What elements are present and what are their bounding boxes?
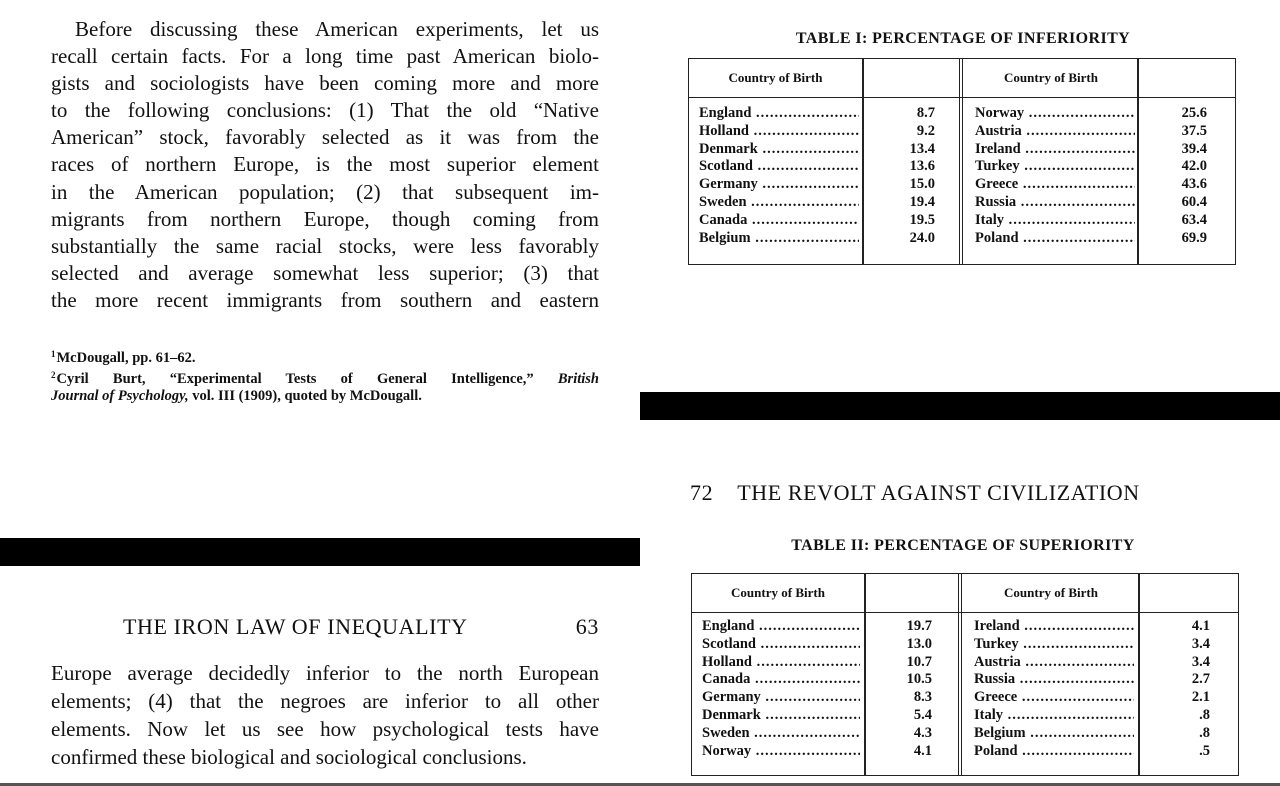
column-header: Country of Birth: [728, 70, 823, 85]
text-line: confirmed these biological and sociological conclusions.: [51, 745, 527, 769]
country-name: Turkey .....: [974, 636, 1134, 654]
footnote-text: McDougall, pp. 61–62.: [56, 350, 196, 366]
value-cell: 25.6: [1181, 105, 1207, 121]
value-column-left: [878, 618, 932, 760]
table-row: [699, 212, 859, 230]
table-row: [974, 618, 1134, 636]
table-row: [974, 743, 1134, 761]
value-cell: 19.4: [909, 193, 935, 210]
column-rule: [862, 59, 864, 264]
table-row: [702, 636, 860, 654]
running-head-left: [123, 612, 599, 642]
country-name: Holland .....: [702, 654, 860, 672]
body-paragraph-top: [51, 16, 599, 314]
table-row: [975, 230, 1135, 248]
value-cell: 13.6: [909, 158, 935, 175]
table-row: [699, 176, 859, 194]
country-name: Canada .....: [702, 671, 860, 689]
double-column-rule: [959, 59, 963, 264]
table-row: [975, 176, 1135, 194]
value-cell: 37.5: [1181, 122, 1207, 139]
table-row: [699, 158, 859, 176]
table-row: [974, 725, 1134, 743]
journal-title: Journal of Psychology,: [51, 388, 189, 404]
table-row: [702, 654, 860, 672]
country-name: Sweden .....: [702, 725, 860, 743]
value-cell: 3.4: [1191, 653, 1210, 670]
value-cell: 4.1: [1191, 618, 1210, 634]
country-name: Canada .....: [699, 212, 859, 230]
text-line: recall certain facts. For a long time past American biolo-: [51, 44, 599, 69]
country-name: Germany .....: [699, 176, 859, 194]
table-row: [702, 725, 860, 743]
body-paragraph-bottom: [51, 659, 599, 771]
country-name: Norway .....: [975, 105, 1135, 123]
page-number: 72: [690, 480, 714, 505]
text-line: Before discussing these American experiments, let us: [75, 17, 599, 41]
value-cell: 39.4: [1181, 140, 1207, 157]
value-cell: 15.0: [909, 176, 935, 193]
country-name: Greece .....: [974, 689, 1134, 707]
footnotes: [51, 346, 599, 405]
country-name: Ireland .....: [975, 141, 1135, 159]
country-name: Russia .....: [974, 671, 1134, 689]
redaction-bar-left: [0, 538, 640, 566]
country-name: Belgium .....: [974, 725, 1134, 743]
country-name: Poland .....: [974, 743, 1134, 761]
redaction-bar-right: [640, 392, 1280, 420]
table-row: [975, 105, 1135, 123]
table-2-title: TABLE II: PERCENTAGE OF SUPERIORITY: [791, 537, 1135, 554]
country-column-left: [702, 618, 860, 760]
table-row: [699, 123, 859, 141]
footnote-2-line-1: [51, 367, 599, 388]
value-column-left: [879, 105, 935, 247]
text-line: Europe average decidedly inferior to the north European: [51, 661, 599, 685]
country-name: Denmark .....: [702, 707, 860, 725]
column-rule: [1138, 574, 1140, 775]
value-cell: 8.3: [913, 689, 932, 706]
country-name: Denmark .....: [699, 141, 859, 159]
table-row: [702, 743, 860, 761]
table-row: [975, 123, 1135, 141]
table-row: [702, 689, 860, 707]
footnote-mark: 2: [51, 370, 56, 380]
table-row: [699, 194, 859, 212]
column-rule: [1137, 59, 1139, 264]
running-head-right: [690, 478, 1236, 508]
table-1-title: TABLE I: PERCENTAGE OF INFERIORITY: [795, 30, 1131, 47]
value-cell: 2.1: [1191, 689, 1210, 706]
value-cell: 9.2: [916, 122, 935, 139]
journal-title: British: [557, 371, 599, 387]
table-row: [699, 230, 859, 248]
footnote-1: [51, 346, 599, 367]
value-cell: .8: [1199, 724, 1210, 741]
country-name: Russia .....: [975, 194, 1135, 212]
table-2: [691, 573, 1239, 776]
column-rule: [864, 574, 866, 775]
value-cell: 5.4: [913, 706, 932, 723]
value-cell: 42.0: [1181, 158, 1207, 175]
value-column-right: [1154, 618, 1210, 760]
value-cell: .5: [1199, 742, 1210, 759]
page-number: 63: [575, 614, 599, 639]
table-row: [975, 212, 1135, 230]
double-column-rule: [958, 574, 962, 775]
value-cell: 63.4: [1181, 211, 1207, 228]
value-cell: 2.7: [1191, 671, 1210, 688]
table-row: [702, 671, 860, 689]
table-row: [974, 636, 1134, 654]
country-name: Scotland .....: [699, 158, 859, 176]
country-column-right: [975, 105, 1135, 247]
table-row: [699, 141, 859, 159]
value-cell: 10.7: [906, 653, 932, 670]
text-line: in the American population; (2) that subsequent im-: [51, 179, 599, 204]
country-name: Sweden .....: [699, 194, 859, 212]
country-name: England .....: [699, 105, 859, 123]
table-row: [974, 671, 1134, 689]
table-row: [975, 158, 1135, 176]
value-cell: 3.4: [1191, 635, 1210, 652]
value-cell: 19.5: [909, 211, 935, 228]
text-line: American” stock, favorably selected as it was from the: [51, 125, 599, 150]
table-row: [975, 194, 1135, 212]
text-line: migrants from northern Europe, though coming from: [51, 206, 599, 231]
value-cell: 43.6: [1181, 176, 1207, 193]
table-row: [975, 141, 1135, 159]
country-name: Turkey .....: [975, 158, 1135, 176]
country-name: England .....: [702, 618, 860, 636]
value-cell: 69.9: [1181, 229, 1207, 246]
footnote-2-line-2: [51, 388, 599, 405]
country-name: Belgium .....: [699, 230, 859, 248]
footnote-text: vol. III (1909), quoted by McDougall.: [192, 388, 422, 404]
value-cell: 13.4: [909, 140, 935, 157]
country-name: Austria .....: [975, 123, 1135, 141]
text-line: to the following conclusions: (1) That the old “Native: [51, 98, 599, 123]
country-column-right: [974, 618, 1134, 760]
value-cell: 4.1: [913, 742, 932, 759]
value-cell: .8: [1199, 706, 1210, 723]
country-name: Poland .....: [975, 230, 1135, 248]
table-row: [702, 707, 860, 725]
table-1: [688, 58, 1236, 265]
table-row: [702, 618, 860, 636]
table-row: [699, 105, 859, 123]
country-name: Ireland .....: [974, 618, 1134, 636]
running-head-title: THE IRON LAW OF INEQUALITY: [123, 614, 468, 639]
value-cell: 8.7: [916, 105, 935, 121]
text-line: selected and average somewhat less superior; (3) that: [51, 260, 599, 285]
value-cell: 24.0: [909, 229, 935, 246]
country-name: Greece .....: [975, 176, 1135, 194]
footnote-text: Cyril Burt, “Experimental Tests of General Intelligence,”: [56, 371, 534, 387]
table-row: [974, 689, 1134, 707]
text-line: elements. Now let us see how psychological tests have: [51, 717, 599, 741]
text-line: races of northern Europe, is the most superior element: [51, 152, 599, 177]
column-header: Country of Birth: [731, 585, 825, 600]
table-row: [974, 654, 1134, 672]
table-row: [974, 707, 1134, 725]
country-name: Scotland .....: [702, 636, 860, 654]
value-cell: 4.3: [913, 724, 932, 741]
country-name: Austria .....: [974, 654, 1134, 672]
country-name: Holland .....: [699, 123, 859, 141]
value-cell: 19.7: [906, 618, 932, 634]
text-line: elements; (4) that the negroes are inferior to all other: [51, 689, 599, 713]
column-header: Country of Birth: [1004, 70, 1098, 85]
value-cell: 13.0: [906, 635, 932, 652]
country-name: Italy .....: [975, 212, 1135, 230]
value-column-right: [1151, 105, 1207, 247]
country-name: Norway .....: [702, 743, 860, 761]
country-name: Italy .....: [974, 707, 1134, 725]
country-column-left: [699, 105, 859, 247]
value-cell: 10.5: [906, 671, 932, 688]
value-cell: 60.4: [1181, 193, 1207, 210]
text-line: substantially the same racial stocks, were less favorably: [51, 233, 599, 258]
running-head-title: THE REVOLT AGAINST CIVILIZATION: [737, 480, 1140, 505]
text-line: gists and sociologists have been coming more and more: [51, 71, 599, 96]
footnote-mark: 1: [51, 349, 56, 359]
country-name: Germany .....: [702, 689, 860, 707]
text-line: the more recent immigrants from southern and eastern: [51, 287, 599, 312]
column-header: Country of Birth: [1004, 585, 1098, 600]
